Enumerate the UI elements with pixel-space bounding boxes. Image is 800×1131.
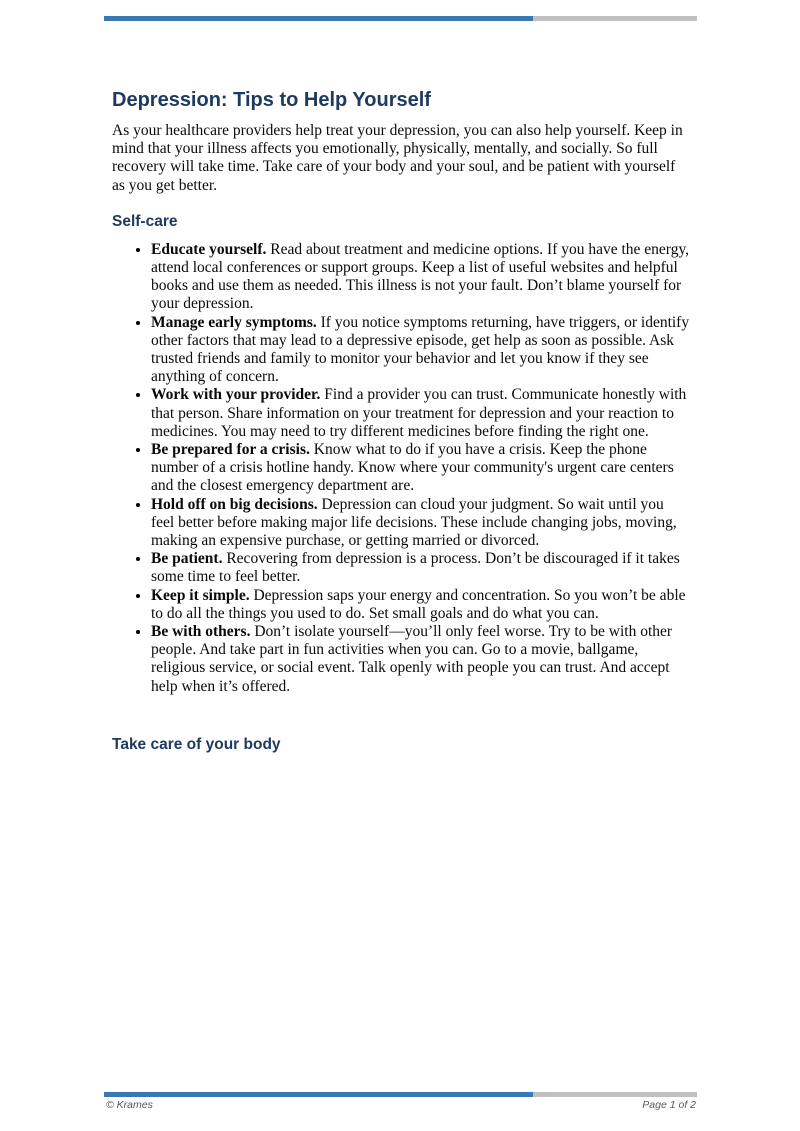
intro-paragraph: As your healthcare providers help treat your depression, you can also help yourself. Keep in mind that your illness affects you emotionally, physically, mentally, and socially. So full recovery will take time. Take care of your body and your soul, and be patient with yourself as you get better. xyxy=(112,122,683,194)
list-item xyxy=(151,550,690,586)
bottom-accent-bar-blue-segment xyxy=(104,1092,533,1097)
list-item xyxy=(151,386,690,441)
list-item xyxy=(151,314,690,387)
page-title: Depression: Tips to Help Yourself xyxy=(112,89,431,111)
section-heading-self-care: Self-care xyxy=(112,212,178,230)
bullet-lead: Work with your provider. xyxy=(151,386,321,404)
bullet-text: If you notice symptoms returning, have triggers, or identify other factors that may lead to a depressive episode, get help as soon as possible. Ask trusted friends and family to monitor your behavior and let you know if they see anything of concern. xyxy=(151,313,690,386)
document-body xyxy=(112,0,690,754)
bullet-text: Find a provider you can trust. Communicate honestly with that person. Share information on your treatment for depression and your reaction to medicines. You may need to try different medicines before finding the right one. xyxy=(151,386,687,440)
list-item xyxy=(151,623,690,696)
page-number: Page 1 of 2 xyxy=(642,1099,696,1111)
copyright-text: © Krames xyxy=(106,1099,153,1111)
bullet-text: Recovering from depression is a process. Don’t be discouraged if it takes some time to feel better. xyxy=(151,550,680,586)
list-item xyxy=(151,441,690,496)
bullet-lead: Keep it simple. xyxy=(151,586,250,604)
bullet-text: Don’t isolate yourself—you’ll only feel worse. Try to be with other people. And take part in fun activities when you can. Go to a movie, ballgame, religious service, or social event. Talk openly with people you can trust. And accept help when it’s offered. xyxy=(151,623,673,695)
bullet-lead: Be prepared for a crisis. xyxy=(151,441,310,459)
section-heading-take-care-of-your-body: Take care of your body xyxy=(112,735,281,753)
bullet-text: Depression can cloud your judgment. So wait until you feel better before making major life decisions. These include changing jobs, moving, making an expensive purchase, or getting married or divorced. xyxy=(151,495,677,550)
bottom-accent-bar xyxy=(104,1092,697,1097)
bullet-lead: Educate yourself. xyxy=(151,240,267,258)
list-item xyxy=(151,587,690,623)
bullet-lead: Be with others. xyxy=(151,623,251,641)
page-footer xyxy=(106,1099,696,1111)
list-item xyxy=(151,496,690,551)
bullet-lead: Hold off on big decisions. xyxy=(151,495,318,513)
bullet-lead: Manage early symptoms. xyxy=(151,313,317,331)
bullet-text: Depression saps your energy and concentration. So you won’t be able to do all the things you used to do. Set small goals and do what you can. xyxy=(151,586,686,622)
bullet-text: Know what to do if you have a crisis. Keep the phone number of a crisis hotline handy. Know where your community's urgent care centers and the closest emergency department are. xyxy=(151,441,674,495)
list-item xyxy=(151,241,690,314)
bullet-lead: Be patient. xyxy=(151,550,223,568)
self-care-tips-list xyxy=(112,241,690,696)
bullet-text: Read about treatment and medicine options. If you have the energy, attend local conferences or support groups. Keep a list of useful websites and helpful books and use them as needed. This illness is not your fault. Don’t blame yourself for your depression. xyxy=(151,240,690,313)
